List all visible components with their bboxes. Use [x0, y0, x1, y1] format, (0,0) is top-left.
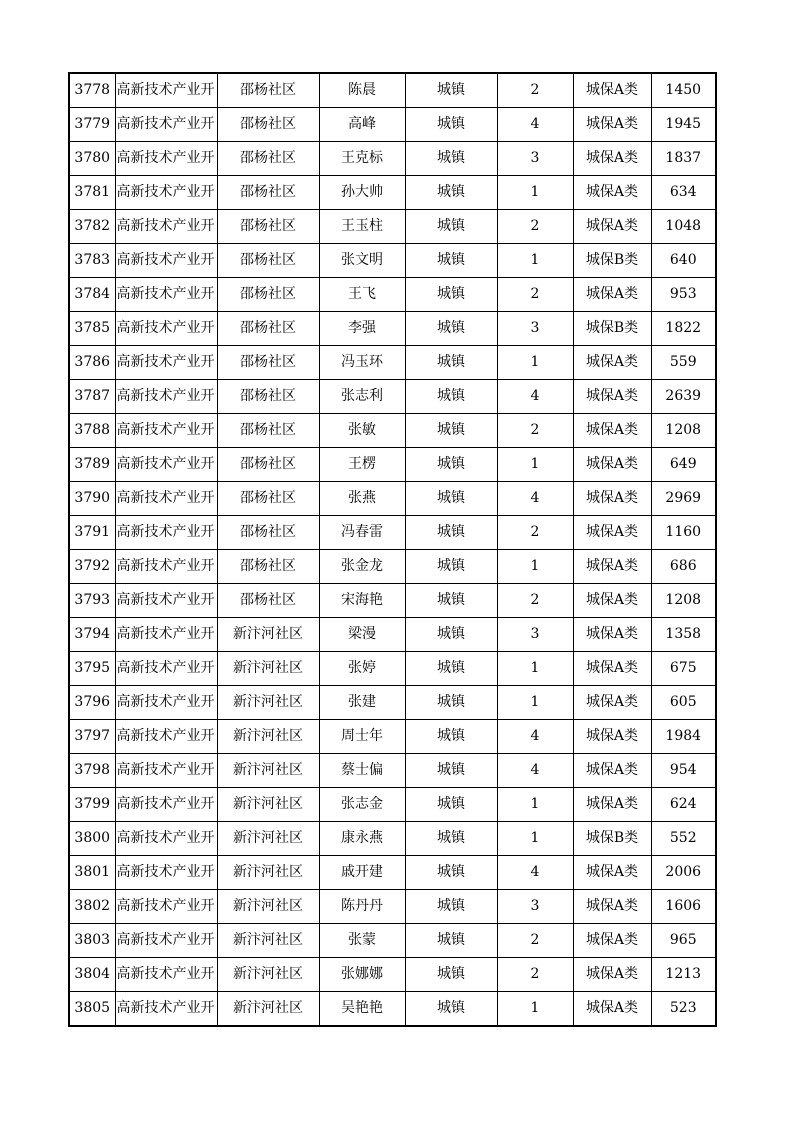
district-cell: 高新技术产业开: [115, 142, 217, 176]
district-cell: 高新技术产业开: [115, 856, 217, 890]
member-count-cell: 4: [497, 720, 573, 754]
table-body: [69, 73, 716, 1026]
household-type-cell: 城镇: [405, 380, 497, 414]
amount-cell: 1358: [651, 618, 716, 652]
member-count-cell: 2: [497, 958, 573, 992]
community-cell: 新汴河社区: [217, 686, 319, 720]
community-cell: 邵杨社区: [217, 278, 319, 312]
district-cell: 高新技术产业开: [115, 686, 217, 720]
table-row: [69, 380, 716, 414]
row-number-cell: 3797: [69, 720, 115, 754]
community-cell: 新汴河社区: [217, 720, 319, 754]
district-cell: 高新技术产业开: [115, 73, 217, 108]
table-row: [69, 788, 716, 822]
category-cell: 城保A类: [573, 856, 651, 890]
table-row: [69, 73, 716, 108]
amount-cell: 1208: [651, 584, 716, 618]
household-type-cell: 城镇: [405, 346, 497, 380]
person-name-cell: 冯玉环: [319, 346, 405, 380]
household-type-cell: 城镇: [405, 312, 497, 346]
amount-cell: 523: [651, 992, 716, 1027]
amount-cell: 675: [651, 652, 716, 686]
row-number-cell: 3783: [69, 244, 115, 278]
row-number-cell: 3785: [69, 312, 115, 346]
row-number-cell: 3805: [69, 992, 115, 1027]
person-name-cell: 王克标: [319, 142, 405, 176]
row-number-cell: 3804: [69, 958, 115, 992]
person-name-cell: 梁漫: [319, 618, 405, 652]
category-cell: 城保A类: [573, 380, 651, 414]
member-count-cell: 1: [497, 550, 573, 584]
row-number-cell: 3784: [69, 278, 115, 312]
person-name-cell: 孙大帅: [319, 176, 405, 210]
row-number-cell: 3781: [69, 176, 115, 210]
community-cell: 邵杨社区: [217, 380, 319, 414]
community-cell: 邵杨社区: [217, 516, 319, 550]
district-cell: 高新技术产业开: [115, 924, 217, 958]
person-name-cell: 蔡士偏: [319, 754, 405, 788]
household-type-cell: 城镇: [405, 142, 497, 176]
district-cell: 高新技术产业开: [115, 652, 217, 686]
district-cell: 高新技术产业开: [115, 992, 217, 1027]
household-type-cell: 城镇: [405, 516, 497, 550]
community-cell: 新汴河社区: [217, 754, 319, 788]
person-name-cell: 张婷: [319, 652, 405, 686]
community-cell: 邵杨社区: [217, 414, 319, 448]
row-number-cell: 3798: [69, 754, 115, 788]
table-row: [69, 754, 716, 788]
household-type-cell: 城镇: [405, 210, 497, 244]
table-row: [69, 550, 716, 584]
category-cell: 城保A类: [573, 958, 651, 992]
district-cell: 高新技术产业开: [115, 516, 217, 550]
member-count-cell: 2: [497, 924, 573, 958]
row-number-cell: 3788: [69, 414, 115, 448]
amount-cell: 1160: [651, 516, 716, 550]
member-count-cell: 4: [497, 856, 573, 890]
row-number-cell: 3792: [69, 550, 115, 584]
member-count-cell: 4: [497, 754, 573, 788]
table-row: [69, 856, 716, 890]
person-name-cell: 康永燕: [319, 822, 405, 856]
table-row: [69, 108, 716, 142]
category-cell: 城保A类: [573, 448, 651, 482]
table-row: [69, 822, 716, 856]
table-row: [69, 244, 716, 278]
household-type-cell: 城镇: [405, 244, 497, 278]
amount-cell: 1048: [651, 210, 716, 244]
person-name-cell: 王楞: [319, 448, 405, 482]
amount-cell: 2639: [651, 380, 716, 414]
row-number-cell: 3786: [69, 346, 115, 380]
member-count-cell: 1: [497, 788, 573, 822]
community-cell: 新汴河社区: [217, 618, 319, 652]
household-type-cell: 城镇: [405, 176, 497, 210]
household-type-cell: 城镇: [405, 652, 497, 686]
row-number-cell: 3803: [69, 924, 115, 958]
category-cell: 城保B类: [573, 244, 651, 278]
row-number-cell: 3790: [69, 482, 115, 516]
amount-cell: 1837: [651, 142, 716, 176]
row-number-cell: 3800: [69, 822, 115, 856]
person-name-cell: 李强: [319, 312, 405, 346]
household-type-cell: 城镇: [405, 414, 497, 448]
person-name-cell: 张娜娜: [319, 958, 405, 992]
amount-cell: 605: [651, 686, 716, 720]
row-number-cell: 3782: [69, 210, 115, 244]
person-name-cell: 张敏: [319, 414, 405, 448]
table-row: [69, 992, 716, 1027]
row-number-cell: 3780: [69, 142, 115, 176]
district-cell: 高新技术产业开: [115, 720, 217, 754]
amount-cell: 1450: [651, 73, 716, 108]
district-cell: 高新技术产业开: [115, 414, 217, 448]
person-name-cell: 张志利: [319, 380, 405, 414]
row-number-cell: 3791: [69, 516, 115, 550]
community-cell: 邵杨社区: [217, 448, 319, 482]
category-cell: 城保A类: [573, 924, 651, 958]
member-count-cell: 4: [497, 482, 573, 516]
amount-cell: 1984: [651, 720, 716, 754]
amount-cell: 1945: [651, 108, 716, 142]
category-cell: 城保A类: [573, 754, 651, 788]
community-cell: 新汴河社区: [217, 992, 319, 1027]
person-name-cell: 张建: [319, 686, 405, 720]
row-number-cell: 3794: [69, 618, 115, 652]
amount-cell: 2969: [651, 482, 716, 516]
amount-cell: 2006: [651, 856, 716, 890]
category-cell: 城保A类: [573, 686, 651, 720]
community-cell: 邵杨社区: [217, 108, 319, 142]
member-count-cell: 4: [497, 380, 573, 414]
person-name-cell: 高峰: [319, 108, 405, 142]
table-row: [69, 652, 716, 686]
community-cell: 邵杨社区: [217, 210, 319, 244]
district-cell: 高新技术产业开: [115, 346, 217, 380]
person-name-cell: 王玉柱: [319, 210, 405, 244]
row-number-cell: 3796: [69, 686, 115, 720]
person-name-cell: 张志金: [319, 788, 405, 822]
community-cell: 邵杨社区: [217, 482, 319, 516]
category-cell: 城保A类: [573, 652, 651, 686]
person-name-cell: 宋海艳: [319, 584, 405, 618]
member-count-cell: 3: [497, 890, 573, 924]
district-cell: 高新技术产业开: [115, 618, 217, 652]
member-count-cell: 3: [497, 312, 573, 346]
community-cell: 新汴河社区: [217, 822, 319, 856]
category-cell: 城保A类: [573, 618, 651, 652]
community-cell: 新汴河社区: [217, 958, 319, 992]
amount-cell: 954: [651, 754, 716, 788]
household-type-cell: 城镇: [405, 482, 497, 516]
category-cell: 城保A类: [573, 584, 651, 618]
member-count-cell: 2: [497, 516, 573, 550]
person-name-cell: 陈丹丹: [319, 890, 405, 924]
category-cell: 城保A类: [573, 73, 651, 108]
table-row: [69, 584, 716, 618]
member-count-cell: 1: [497, 244, 573, 278]
category-cell: 城保A类: [573, 482, 651, 516]
member-count-cell: 1: [497, 448, 573, 482]
table-row: [69, 414, 716, 448]
community-cell: 邵杨社区: [217, 142, 319, 176]
category-cell: 城保A类: [573, 176, 651, 210]
amount-cell: 640: [651, 244, 716, 278]
household-type-cell: 城镇: [405, 856, 497, 890]
community-cell: 邵杨社区: [217, 73, 319, 108]
row-number-cell: 3801: [69, 856, 115, 890]
person-name-cell: 戚开建: [319, 856, 405, 890]
household-type-cell: 城镇: [405, 448, 497, 482]
table-row: [69, 686, 716, 720]
category-cell: 城保B类: [573, 822, 651, 856]
category-cell: 城保A类: [573, 142, 651, 176]
table-row: [69, 482, 716, 516]
table-row: [69, 176, 716, 210]
district-cell: 高新技术产业开: [115, 890, 217, 924]
category-cell: 城保B类: [573, 312, 651, 346]
row-number-cell: 3795: [69, 652, 115, 686]
person-name-cell: 张金龙: [319, 550, 405, 584]
household-type-cell: 城镇: [405, 584, 497, 618]
member-count-cell: 2: [497, 73, 573, 108]
household-type-cell: 城镇: [405, 992, 497, 1027]
row-number-cell: 3799: [69, 788, 115, 822]
household-type-cell: 城镇: [405, 550, 497, 584]
person-name-cell: 陈晨: [319, 73, 405, 108]
member-count-cell: 4: [497, 108, 573, 142]
community-cell: 邵杨社区: [217, 312, 319, 346]
district-cell: 高新技术产业开: [115, 822, 217, 856]
amount-cell: 634: [651, 176, 716, 210]
amount-cell: 965: [651, 924, 716, 958]
community-cell: 新汴河社区: [217, 856, 319, 890]
community-cell: 新汴河社区: [217, 652, 319, 686]
table-row: [69, 210, 716, 244]
district-cell: 高新技术产业开: [115, 244, 217, 278]
household-type-cell: 城镇: [405, 754, 497, 788]
household-type-cell: 城镇: [405, 278, 497, 312]
category-cell: 城保A类: [573, 720, 651, 754]
person-name-cell: 冯春雷: [319, 516, 405, 550]
amount-cell: 624: [651, 788, 716, 822]
category-cell: 城保A类: [573, 890, 651, 924]
member-count-cell: 1: [497, 346, 573, 380]
community-cell: 邵杨社区: [217, 550, 319, 584]
table-row: [69, 312, 716, 346]
district-cell: 高新技术产业开: [115, 754, 217, 788]
household-type-cell: 城镇: [405, 73, 497, 108]
category-cell: 城保A类: [573, 278, 651, 312]
household-type-cell: 城镇: [405, 958, 497, 992]
table-row: [69, 516, 716, 550]
district-cell: 高新技术产业开: [115, 108, 217, 142]
household-type-cell: 城镇: [405, 686, 497, 720]
district-cell: 高新技术产业开: [115, 380, 217, 414]
member-count-cell: 1: [497, 686, 573, 720]
district-cell: 高新技术产业开: [115, 210, 217, 244]
row-number-cell: 3793: [69, 584, 115, 618]
amount-cell: 649: [651, 448, 716, 482]
district-cell: 高新技术产业开: [115, 482, 217, 516]
district-cell: 高新技术产业开: [115, 176, 217, 210]
amount-cell: 1822: [651, 312, 716, 346]
amount-cell: 1213: [651, 958, 716, 992]
table-row: [69, 618, 716, 652]
member-count-cell: 2: [497, 210, 573, 244]
district-cell: 高新技术产业开: [115, 278, 217, 312]
district-cell: 高新技术产业开: [115, 550, 217, 584]
household-type-cell: 城镇: [405, 788, 497, 822]
community-cell: 邵杨社区: [217, 244, 319, 278]
member-count-cell: 1: [497, 992, 573, 1027]
category-cell: 城保A类: [573, 108, 651, 142]
member-count-cell: 2: [497, 278, 573, 312]
amount-cell: 1208: [651, 414, 716, 448]
person-name-cell: 张文明: [319, 244, 405, 278]
row-number-cell: 3802: [69, 890, 115, 924]
household-type-cell: 城镇: [405, 890, 497, 924]
community-cell: 邵杨社区: [217, 176, 319, 210]
category-cell: 城保A类: [573, 516, 651, 550]
table-row: [69, 278, 716, 312]
table-row: [69, 890, 716, 924]
row-number-cell: 3789: [69, 448, 115, 482]
table-row: [69, 142, 716, 176]
district-cell: 高新技术产业开: [115, 584, 217, 618]
person-name-cell: 张燕: [319, 482, 405, 516]
amount-cell: 953: [651, 278, 716, 312]
amount-cell: 1606: [651, 890, 716, 924]
table-row: [69, 958, 716, 992]
category-cell: 城保A类: [573, 414, 651, 448]
household-type-cell: 城镇: [405, 924, 497, 958]
district-cell: 高新技术产业开: [115, 958, 217, 992]
table-row: [69, 924, 716, 958]
district-cell: 高新技术产业开: [115, 312, 217, 346]
person-name-cell: 王飞: [319, 278, 405, 312]
category-cell: 城保A类: [573, 550, 651, 584]
table-row: [69, 346, 716, 380]
member-count-cell: 1: [497, 652, 573, 686]
amount-cell: 686: [651, 550, 716, 584]
community-cell: 邵杨社区: [217, 584, 319, 618]
category-cell: 城保A类: [573, 346, 651, 380]
household-type-cell: 城镇: [405, 720, 497, 754]
district-cell: 高新技术产业开: [115, 788, 217, 822]
community-cell: 邵杨社区: [217, 346, 319, 380]
member-count-cell: 2: [497, 584, 573, 618]
community-cell: 新汴河社区: [217, 924, 319, 958]
community-cell: 新汴河社区: [217, 788, 319, 822]
member-count-cell: 3: [497, 142, 573, 176]
person-name-cell: 张蒙: [319, 924, 405, 958]
row-number-cell: 3779: [69, 108, 115, 142]
row-number-cell: 3778: [69, 73, 115, 108]
community-cell: 新汴河社区: [217, 890, 319, 924]
person-name-cell: 周士年: [319, 720, 405, 754]
household-type-cell: 城镇: [405, 108, 497, 142]
district-cell: 高新技术产业开: [115, 448, 217, 482]
table-row: [69, 720, 716, 754]
row-number-cell: 3787: [69, 380, 115, 414]
member-count-cell: 2: [497, 414, 573, 448]
category-cell: 城保A类: [573, 210, 651, 244]
table-row: [69, 448, 716, 482]
data-table: [68, 72, 717, 1027]
household-type-cell: 城镇: [405, 618, 497, 652]
member-count-cell: 3: [497, 618, 573, 652]
amount-cell: 559: [651, 346, 716, 380]
category-cell: 城保A类: [573, 992, 651, 1027]
category-cell: 城保A类: [573, 788, 651, 822]
person-name-cell: 吴艳艳: [319, 992, 405, 1027]
member-count-cell: 1: [497, 176, 573, 210]
member-count-cell: 1: [497, 822, 573, 856]
household-type-cell: 城镇: [405, 822, 497, 856]
amount-cell: 552: [651, 822, 716, 856]
